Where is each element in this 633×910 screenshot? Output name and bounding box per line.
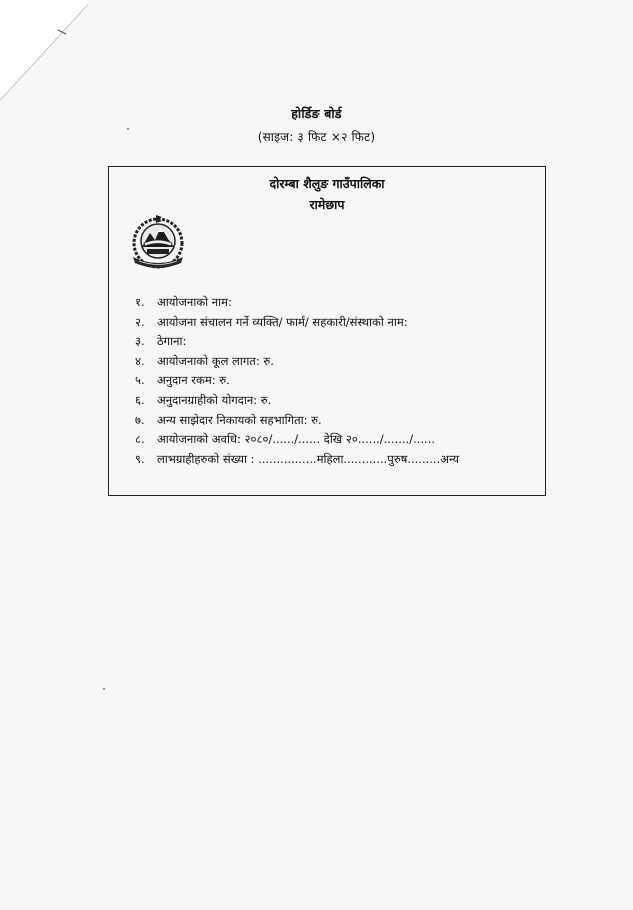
page-title: होर्डिङ बोर्ड: [291, 106, 342, 121]
nepal-emblem-icon: [127, 213, 189, 275]
item-number: ९.: [135, 451, 145, 466]
item-number: ३.: [135, 334, 145, 349]
item-number: ८.: [135, 432, 145, 447]
list-item: [135, 413, 459, 433]
item-label: ठेगाना:: [157, 334, 187, 349]
item-label: लाभग्राहीहरुको संख्या : ................महिला............पुरुष.........अन्य: [157, 451, 460, 466]
scan-speck: [103, 688, 105, 690]
municipality-name: दोरम्बा शैलुङ गाउँपालिका: [269, 176, 385, 191]
item-label: आयोजना संचालन गर्ने व्यक्ति/ फार्म/ सहकारी/संस्थाको नाम:: [157, 314, 408, 329]
item-label: अनुदानग्राहीको योगदान: रु.: [157, 392, 272, 407]
item-number: ४.: [135, 353, 145, 368]
scan-speck: [127, 128, 129, 130]
item-label: आयोजनाको कूल लागत: रु.: [157, 353, 274, 368]
list-item: [135, 452, 459, 472]
list-item: [135, 315, 459, 335]
item-label: अनुदान रकम: रु.: [157, 373, 230, 388]
item-number: २.: [135, 314, 145, 329]
list-item: [135, 295, 459, 315]
item-number: १.: [135, 295, 145, 309]
item-label: आयोजनाको नाम:: [157, 295, 232, 309]
item-number: ५.: [135, 373, 145, 388]
item-label: आयोजनाको अवधि: २०८०/....../...... देखि २०....../......./......: [157, 432, 436, 447]
item-number: ६.: [135, 392, 145, 407]
hoarding-board-frame: [108, 166, 546, 496]
item-label: अन्य साझेदार निकायको सहभागिता: रु.: [157, 412, 322, 427]
district-name: रामेछाप: [309, 197, 345, 212]
list-item: [135, 373, 459, 393]
item-number: ७.: [135, 412, 145, 427]
page-corner-fold: [0, 0, 100, 110]
list-item: [135, 334, 459, 354]
list-item: [135, 393, 459, 413]
board-size-note: (साइज: ३ फिट ×२ फिट): [257, 130, 376, 144]
project-info-list: [135, 295, 459, 471]
list-item: [135, 432, 459, 452]
list-item: [135, 354, 459, 374]
